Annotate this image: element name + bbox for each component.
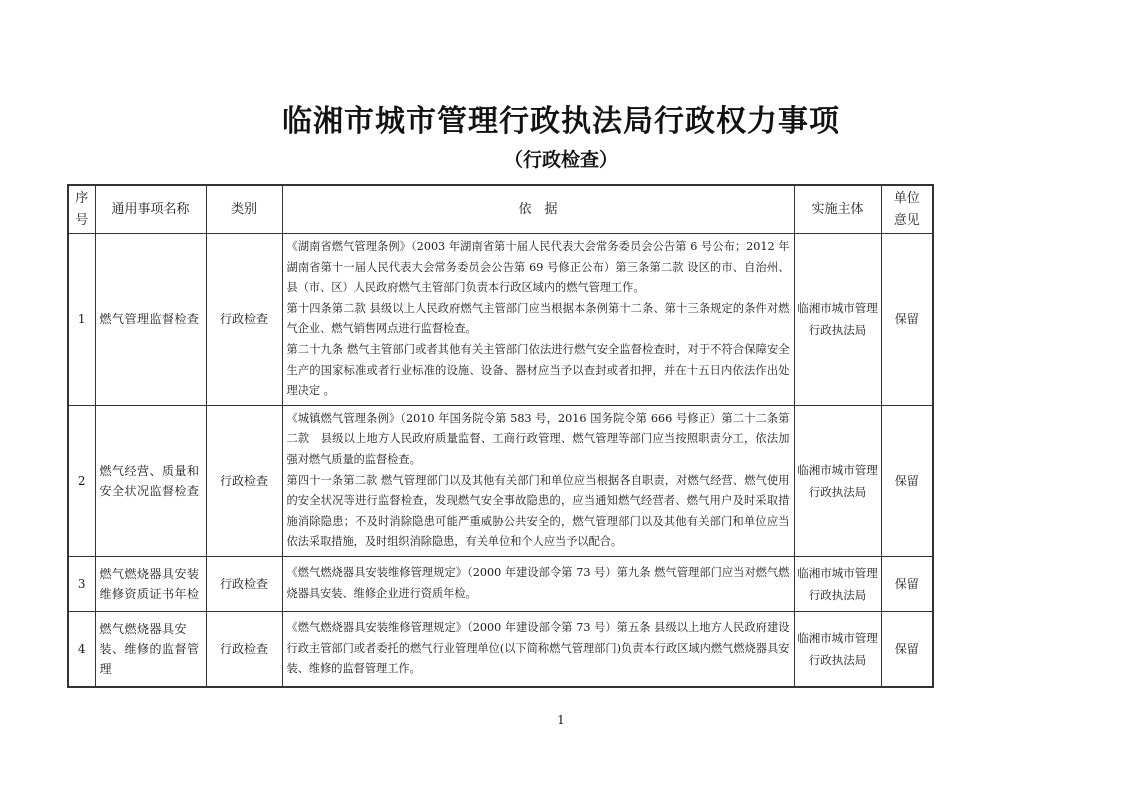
- header-org: 实施主体: [794, 185, 881, 234]
- item-name: 燃气经营、质量和安全状况监督检查: [95, 405, 206, 556]
- basis-paragraph: 《燃气燃烧器具安装维修管理规定》（2000 年建设部令第 73 号）第五条 县级以上地方人民政府建设行政主管部门或者委托的燃气行业管理单位(以下简称燃气管理部门)负责本行政区域内燃气燃烧器具安装、维修的监督管理工作。: [286, 621, 790, 676]
- implementing-body-line1: 临湘市城市管理: [797, 462, 878, 477]
- item-basis: [282, 556, 794, 611]
- implementing-body-line2: 行政执法局: [808, 653, 867, 668]
- item-basis: [282, 234, 794, 406]
- item-name: 燃气燃烧器具安装维修资质证书年检: [95, 556, 206, 611]
- header-no-line1: 序: [75, 190, 89, 206]
- header-opinion: [881, 185, 933, 234]
- implementing-body-line1: 临湘市城市管理: [797, 565, 878, 580]
- basis-paragraph: 《燃气燃烧器具安装维修管理规定》（2000 年建设部令第 73 号）第九条 燃气管理部门应当对燃气燃烧器具安装、维修企业进行资质年检。: [286, 566, 790, 600]
- unit-opinion: 保留: [881, 234, 933, 406]
- document-subtitle: （行政检查）: [503, 149, 618, 171]
- header-basis: 依 据: [282, 185, 794, 234]
- table-row: [68, 405, 933, 556]
- item-basis: [282, 405, 794, 556]
- unit-opinion: 保留: [881, 611, 933, 687]
- power-items-table: [67, 184, 934, 688]
- table-row: [68, 556, 933, 611]
- basis-paragraph: 第四十一条第二款 燃气管理部门以及其他有关部门和单位应当根据各自职责，对燃气经营、燃气使用的安全状况等进行监督检查，发现燃气安全事故隐患的，应当通知燃气经营者、燃气用户及时采取措施消除隐患；不及时消除隐患可能严重威胁公共安全的，燃气管理部门以及其他有关部门和单位应当依法采取措施，及时组织消除隐患，有关单位和个人应当予以配合。: [286, 473, 790, 549]
- implementing-body-line2: 行政执法局: [808, 484, 867, 499]
- table-header-row: [68, 185, 933, 234]
- implementing-body: [794, 556, 881, 611]
- header-name: 通用事项名称: [95, 185, 206, 234]
- basis-paragraph: 第二十九条 燃气主管部门或者其他有关主管部门依法进行燃气安全监督检查时，对于不符合保障安全生产的国家标准或者行业标准的设施、设备、器材应当予以查封或者扣押，并在十五日内依法作出处理决定 。: [286, 342, 790, 398]
- document-title: 临湘市城市管理行政执法局行政权力事项: [282, 104, 840, 139]
- implementing-body-line1: 临湘市城市管理: [797, 301, 878, 316]
- row-number: 2: [68, 405, 95, 556]
- table-row: [68, 234, 933, 406]
- unit-opinion: 保留: [881, 556, 933, 611]
- implementing-body-line2: 行政执法局: [808, 587, 867, 602]
- row-number: 1: [68, 234, 95, 406]
- header-no: [68, 185, 95, 234]
- item-name: 燃气燃烧器具安装、维修的监督管理: [95, 611, 206, 687]
- item-type: 行政检查: [206, 611, 282, 687]
- basis-paragraph: 《城镇燃气管理条例》（2010 年国务院令第 583 号，2016 国务院令第 666 号修正）第二十二条第二款 县级以上地方人民政府质量监督、工商行政管理、燃气管理等部门应当按照职责分工，依法加强对燃气质量的监督检查。: [286, 411, 790, 466]
- implementing-body-line2: 行政执法局: [808, 323, 867, 338]
- implementing-body: [794, 611, 881, 687]
- header-opinion-line2: 意见: [893, 212, 920, 228]
- header-no-line2: 号: [75, 212, 89, 228]
- implementing-body-line1: 临湘市城市管理: [797, 631, 878, 646]
- row-number: 4: [68, 611, 95, 687]
- implementing-body: [794, 405, 881, 556]
- unit-opinion: 保留: [881, 405, 933, 556]
- item-type: 行政检查: [206, 556, 282, 611]
- implementing-body: [794, 234, 881, 406]
- item-type: 行政检查: [206, 405, 282, 556]
- item-name: 燃气管理监督检查: [95, 234, 206, 406]
- item-type: 行政检查: [206, 234, 282, 406]
- basis-paragraph: 第十四条第二款 县级以上人民政府燃气主管部门应当根据本条例第十二条、第十三条规定的条件对燃气企业、燃气销售网点进行监督检查。: [286, 301, 790, 336]
- header-type: 类别: [206, 185, 282, 234]
- item-basis: [282, 611, 794, 687]
- basis-paragraph: 《湖南省燃气管理条例》（2003 年湖南省第十届人民代表大会常务委员会公告第 6 号公布；2012 年湖南省第十一届人民代表大会常务委员会公告第 69 号修正公布）第三条第二款 设区的市、自治州、县（市、区）人民政府燃气主管部门负责本行政区域内的燃气管理工作。: [286, 240, 790, 295]
- page-number: 1: [557, 713, 565, 727]
- header-opinion-line1: 单位: [893, 190, 920, 206]
- row-number: 3: [68, 556, 95, 611]
- table-row: [68, 611, 933, 687]
